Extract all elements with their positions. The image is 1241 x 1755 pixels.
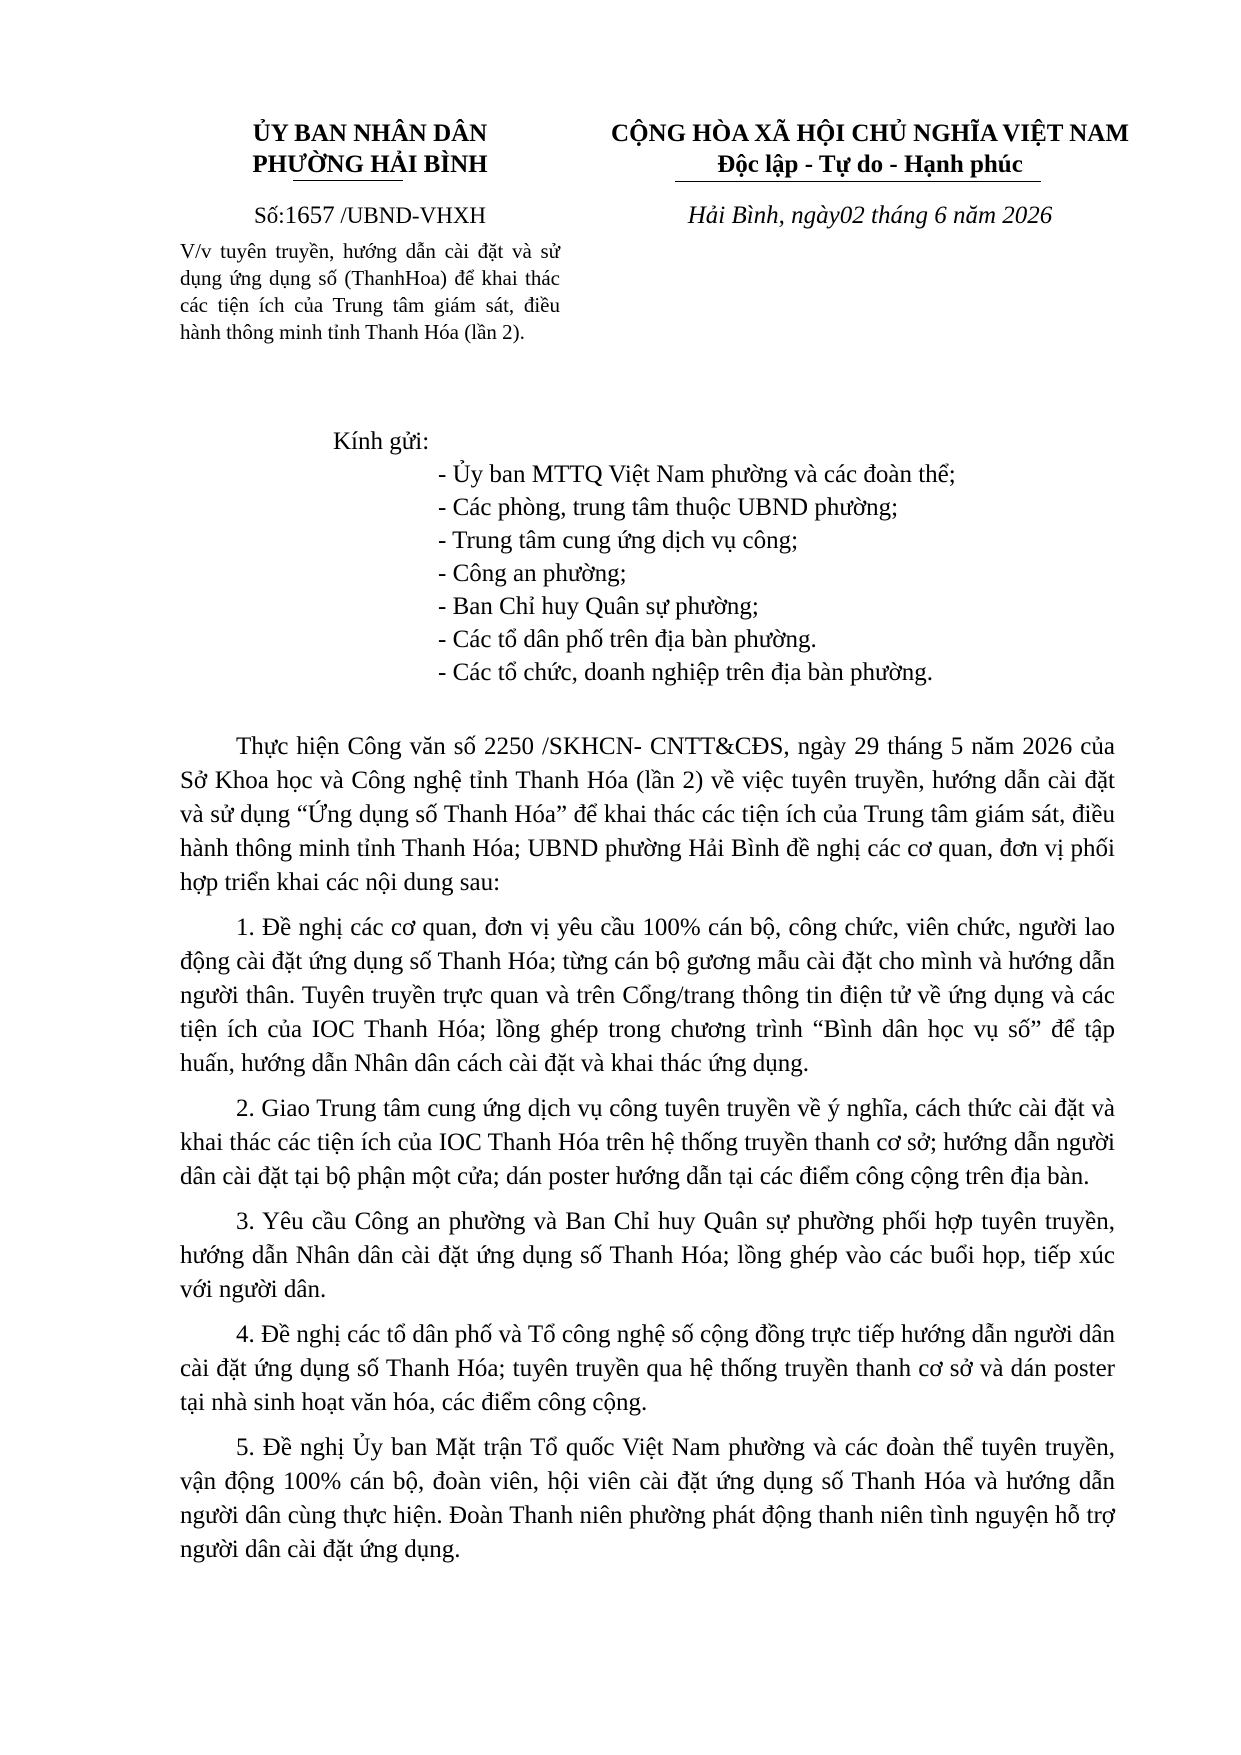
body-paragraph-3: 3. Yêu cầu Công an phường và Ban Chỉ huy Quân sự phường phối hợp tuyên truyền, hướng dẫn Nhân dân cài đặt ứng dụng số Thanh Hóa; lồng ghép vào các buổi họp, tiếp xúc với người dân. [180, 1208, 1115, 1303]
body-paragraph-5: 5. Đề nghị Ủy ban Mặt trận Tổ quốc Việt Nam phường và các đoàn thể tuyên truyền, vận động 100% cán bộ, đoàn viên, hội viên cài đặt ứng dụng số Thanh Hóa và hướng dẫn người dân cùng thực hiện. Đoàn Thanh niên phường phát động thanh niên tình nguyện hỗ trợ người dân cài đặt ứng dụng. [180, 1434, 1115, 1563]
national-title: CỘNG HÒA XÃ HỘI CHỦ NGHĨA VIỆT NAM [611, 120, 1129, 147]
recipients-heading: Kính gửi: [333, 428, 430, 455]
org-name-line2: PHƯỜNG HẢI BÌNH [252, 151, 488, 178]
recipients-block [333, 425, 1113, 689]
body-paragraph-4: 4. Đề nghị các tổ dân phố và Tổ công nghệ số cộng đồng trực tiếp hướng dẫn người dân cài đặt ứng dụng số Thanh Hóa; tuyên truyền qua hệ thống truyền thanh cơ sở và dán poster tại nhà sinh hoạt văn hóa, các điểm công cộng. [180, 1321, 1115, 1416]
recipient-item: - Trung tâm cung ứng dịch vụ công; [438, 527, 799, 554]
recipient-item: - Các tổ dân phố trên địa bàn phường. [438, 626, 817, 653]
recipient-item: - Ban Chỉ huy Quân sự phường; [438, 593, 759, 620]
date-prefix: Hải Bình, ngày [687, 202, 840, 229]
motto-underline [675, 181, 1041, 182]
recipients-list [333, 458, 1113, 689]
org-underline [293, 180, 403, 181]
date-day: 02 [839, 202, 865, 229]
document-body [180, 730, 1115, 1578]
document-subject: V/v tuyên truyền, hướng dẫn cài đặt và sử dụng ứng dụng số (ThanhHoa) để khai thác các tiện ích của Trung tâm giám sát, điều hành thông minh tỉnh Thanh Hóa (lần 2). [180, 239, 560, 344]
date-suffix: tháng 6 năm 2026 [864, 202, 1053, 229]
recipient-item: - Công an phường; [438, 560, 627, 587]
issuing-authority-block [180, 118, 560, 346]
recipient-item: - Các phòng, trung tâm thuộc UBND phường; [438, 494, 899, 521]
body-paragraph-1: 1. Đề nghị các cơ quan, đơn vị yêu cầu 100% cán bộ, công chức, viên chức, người lao động cài đặt ứng dụng số Thanh Hóa; từng cán bộ gương mẫu cài đặt cho mình và hướng dẫn người thân. Tuyên truyền trực quan và trên Cổng/trang thông tin điện tử về ứng dụng và các tiện ích của IOC Thanh Hóa; lồng ghép trong chương trình “Bình dân học vụ số” để tập huấn, hướng dẫn Nhân dân cách cài đặt và khai thác ứng dụng. [180, 914, 1115, 1077]
recipient-item: - Các tổ chức, doanh nghiệp trên địa bàn phường. [438, 659, 934, 686]
doc-number-value: 1657 [284, 202, 335, 229]
body-paragraph-intro: Thực hiện Công văn số 2250 /SKHCN- CNTT&CĐS, ngày 29 tháng 5 năm 2026 của Sở Khoa học và Công nghệ tỉnh Thanh Hóa (lần 2) về việc tuyên truyền, hướng dẫn cài đặt và sử dụng “Ứng dụng số Thanh Hóa” để khai thác các tiện ích của Trung tâm giám sát, điều hành thông minh tỉnh Thanh Hóa; UBND phường Hải Bình đề nghị các cơ quan, đơn vị phối hợp triển khai các nội dung sau: [180, 733, 1115, 896]
national-motto: Độc lập - Tự do - Hạnh phúc [717, 151, 1023, 178]
document-number [180, 202, 560, 230]
doc-number-prefix: Số: [253, 203, 285, 228]
body-paragraph-2: 2. Giao Trung tâm cung ứng dịch vụ công tuyên truyền về ý nghĩa, cách thức cài đặt và khai thác các tiện ích của IOC Thanh Hóa trên hệ thống truyền thanh cơ sở; hướng dẫn người dân cài đặt tại bộ phận một cửa; dán poster hướng dẫn tại các điểm công cộng trên địa bàn. [180, 1095, 1115, 1190]
national-header-block [580, 118, 1160, 230]
org-name-line1: ỦY BAN NHÂN DÂN [252, 120, 488, 147]
place-date-line [580, 202, 1160, 230]
recipient-item: - Ủy ban MTTQ Việt Nam phường và các đoàn thể; [438, 461, 956, 488]
doc-number-suffix: /UBND-VHXH [334, 203, 487, 228]
